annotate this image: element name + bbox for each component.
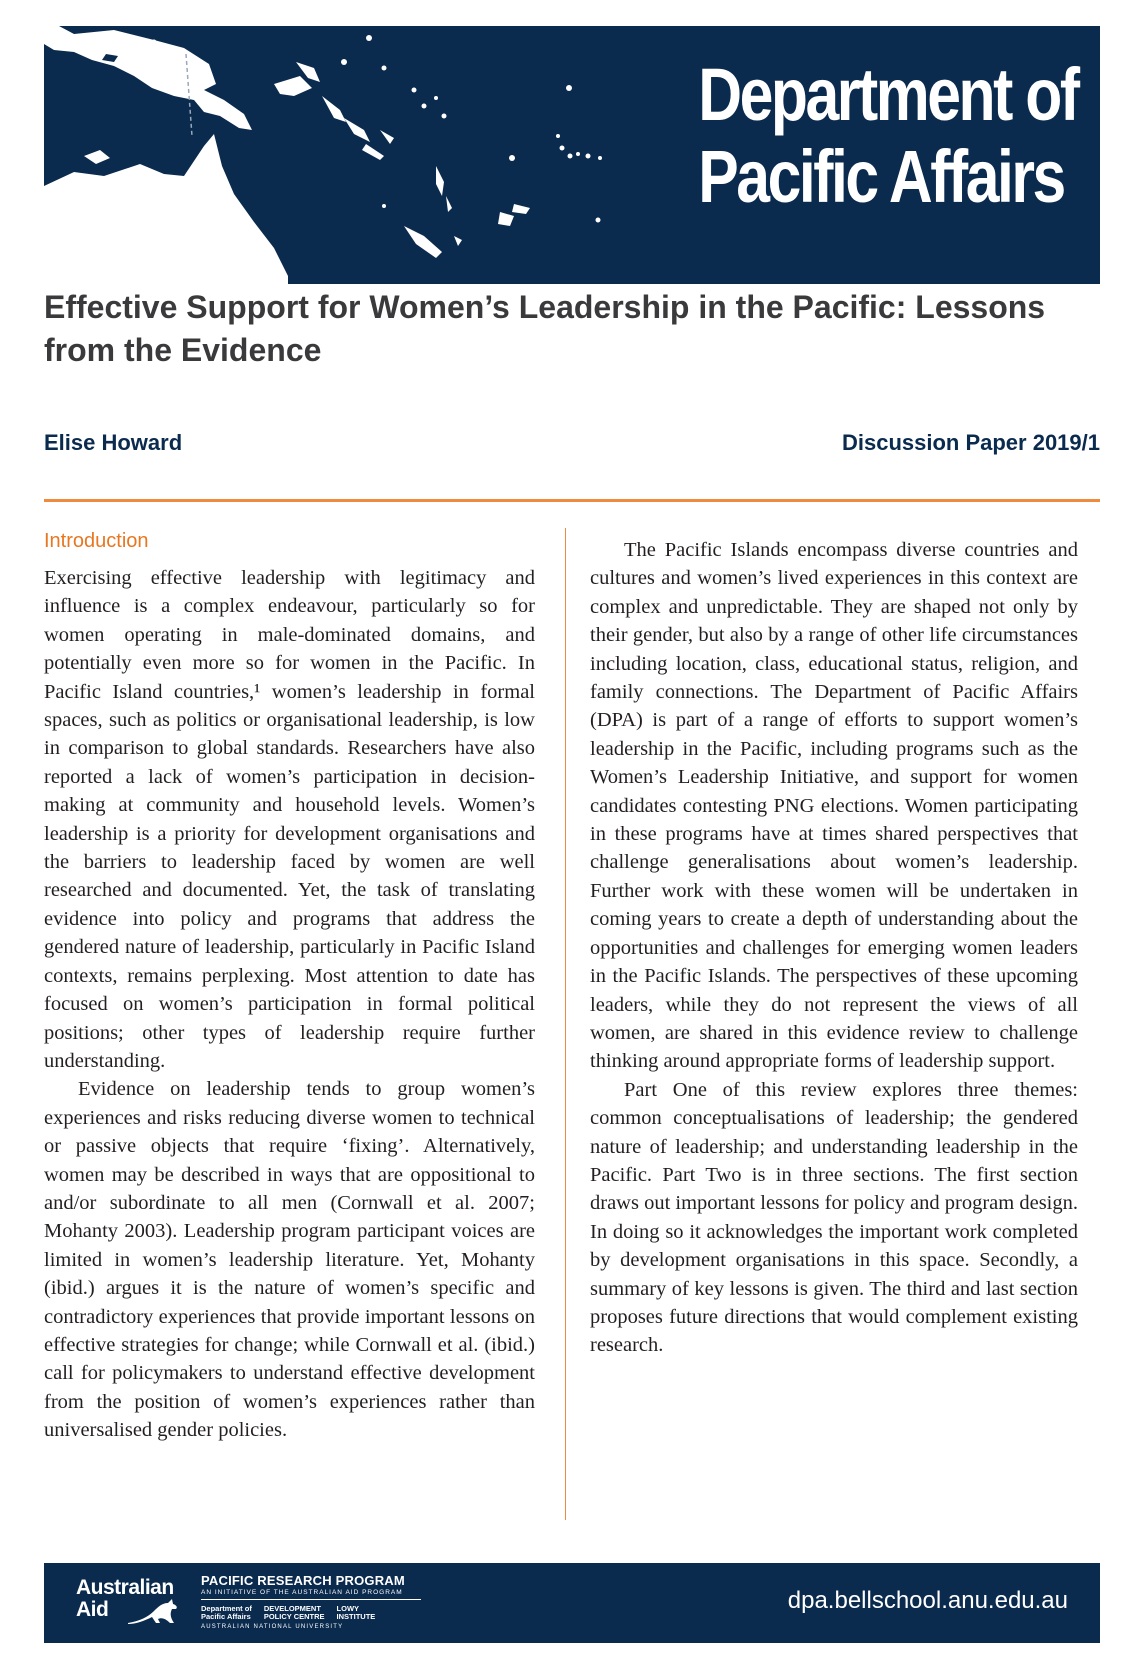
paper-series: Discussion Paper 2019/1 xyxy=(841,430,1100,455)
website-link[interactable]: dpa.bellschool.anu.edu.au xyxy=(787,1587,1068,1614)
paragraph-2: Evidence on leadership tends to group women’s experiences and risks reducing diverse women to technical or passive objects that require ‘fixing’. Alternatively, women may be described in ways that are oppositional to and/or subordinate to all men (Cornwall et al. 2007; Mohanty 2003). Leadership program participant voices are limited in women’s leadership literature. Yet, Mohanty (ibid.) argues it is the nature of women’s specific and contradictory experiences that provide important lessons on effective strategies for change; while Cornwall et al. (ibid.) call for policymakers to understand effective development from the position of women’s experiences rather than universalised gender policies. xyxy=(44,1078,535,1442)
dpa-logo: Department of Pacific Affairs xyxy=(201,1604,252,1621)
footer-bar xyxy=(44,1563,1100,1643)
paragraph-1: Exercising effective leadership with legitimacy and influence is a complex endeavour, particularly so for women operating in male-dominated domains, and potentially even more so for women in the Pacific. In Pacific Island countries,¹ women’s leadership in formal spaces, such as politics or organisational leadership, is low in comparison to global standards. Researchers have also reported a lack of women’s participation in decision-making at community and household levels. Women’s leadership is a priority for development organisations and the barriers to leadership faced by women are well researched and documented. Yet, the task of translating evidence into policy and programs that address the gendered nature of leadership, particularly in Pacific Island contexts, remains perplexing. Most attention to date has focused on women’s participation in formal political positions; other types of leadership require further understanding. xyxy=(44,567,535,1072)
lowy-institute-logo: LOWY INSTITUTE xyxy=(336,1604,376,1621)
pacific-map-illustration xyxy=(44,26,664,284)
anu-label: AUSTRALIAN NATIONAL UNIVERSITY xyxy=(201,1624,344,1630)
kangaroo-icon xyxy=(126,1597,186,1627)
left-column xyxy=(44,528,535,1445)
partner-logos xyxy=(201,1605,421,1621)
pacific-research-program-logo: PACIFIC RESEARCH PROGRAM AN INITIATIVE OF THE AUSTRALIAN AID PROGRAM Department of Pacific Affairs DEVELOPMENT POLICY CENTRE LOWY INSTITUTE AUSTRALIAN NATIONAL UNIVERSITY xyxy=(201,1573,421,1630)
column-divider xyxy=(565,528,566,1520)
paper-title: Effective Support for Women’s Leadership in the Pacific: Lessons from the Evidence xyxy=(44,289,1046,368)
australian-aid-logo: Australian Aid xyxy=(76,1576,174,1621)
development-policy-centre-logo: DEVELOPMENT POLICY CENTRE xyxy=(263,1604,325,1621)
header-divider xyxy=(44,499,1100,502)
paragraph-3: The Pacific Islands encompass diverse countries and cultures and women’s lived experiences in this context are complex and unpredictable. They are shaped not only by their gender, but also by a range of other life circumstances including location, class, educational status, religion, and family connections. The Department of Pacific Affairs (DPA) is part of a range of efforts to support women’s leadership in the Pacific, including programs such as the Women’s Leadership Initiative, and support for women candidates contesting PNG elections. Women participating in these programs have at times shared perspectives that challenge generalisations about women’s leadership. Further work with these women will be undertaken in coming years to create a depth of understanding about the opportunities and challenges for emerging women leaders in the Pacific Islands. The perspectives of these upcoming leaders, while they do not represent the views of all women, are shared in this evidence review to challenge thinking around appropriate forms of leadership support. xyxy=(590,539,1078,1073)
section-heading-introduction: Introduction xyxy=(44,530,149,552)
byline xyxy=(44,430,1100,456)
author-name: Elise Howard xyxy=(44,430,183,455)
right-column xyxy=(590,536,1078,1360)
header-banner xyxy=(44,26,1100,284)
paragraph-4: Part One of this review explores three themes: common conceptualisations of leadership; the gendered nature of leadership; and understanding leadership in the Pacific. Part Two is in three sections. The first section draws out important lessons for policy and program design. In doing so it acknowledges the important work completed by development organisations in this space. Secondly, a summary of key lessons is given. The third and last section proposes future directions that would complement existing research. xyxy=(590,1078,1078,1357)
department-title: Department of Pacific Affairs xyxy=(698,53,1078,218)
